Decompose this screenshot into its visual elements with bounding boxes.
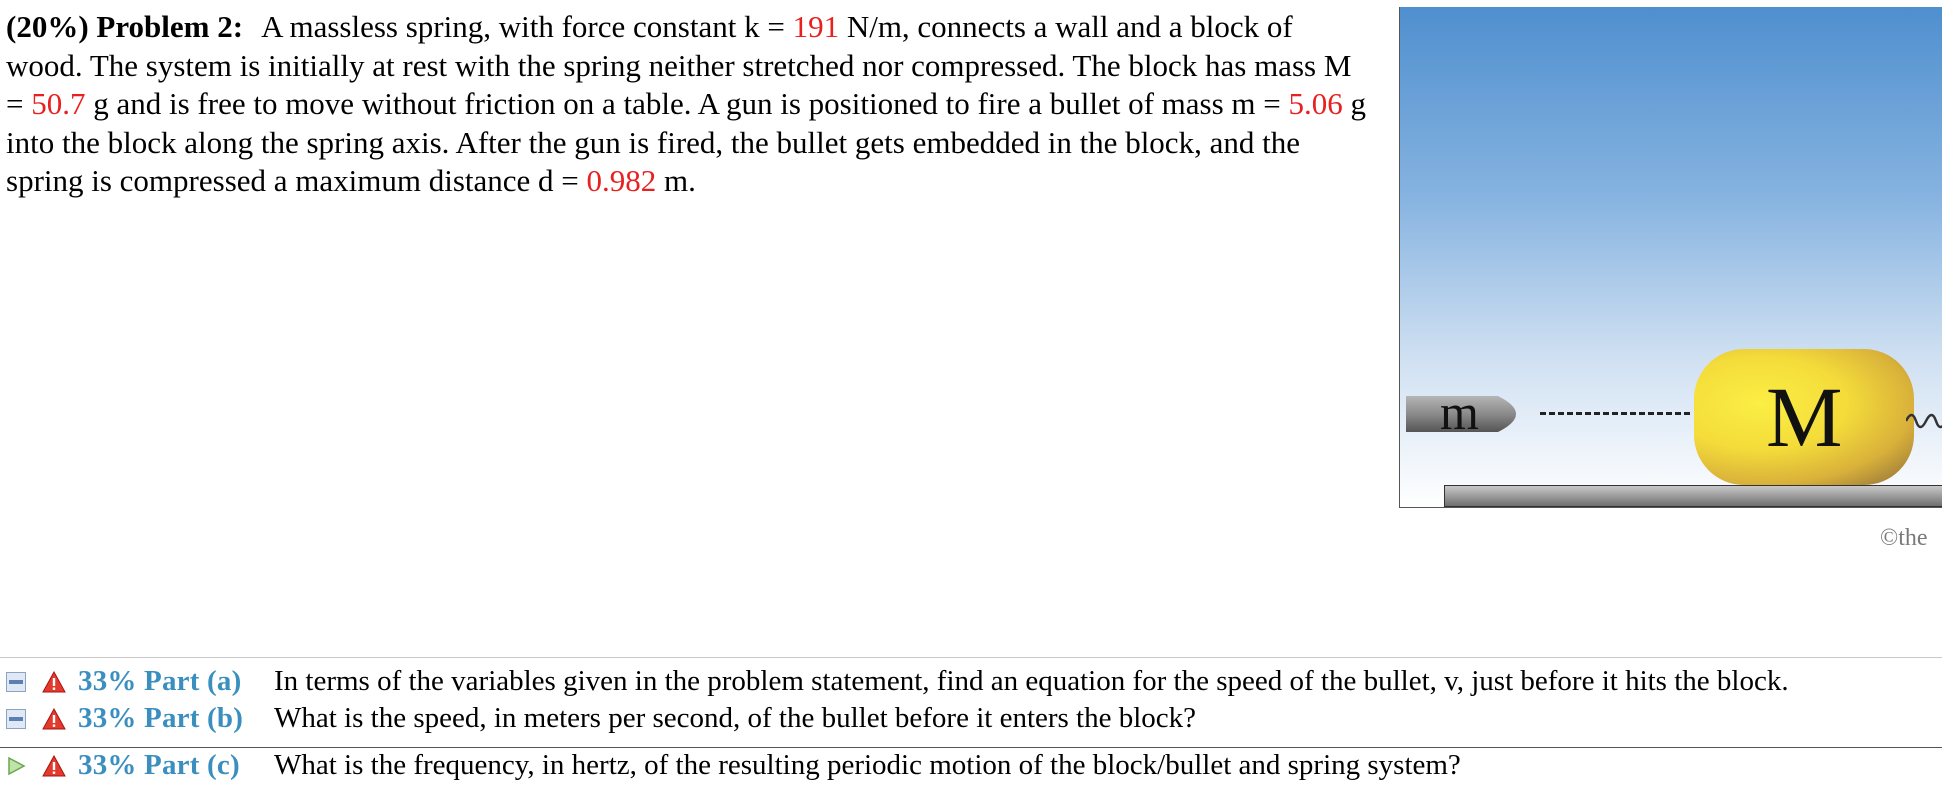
spring-icon xyxy=(1906,407,1942,437)
collapse-icon[interactable] xyxy=(6,709,26,729)
part-c-text: What is the frequency, in hertz, of the resulting periodic motion of the block/bullet and spring system? xyxy=(274,749,1461,781)
part-row-c[interactable] xyxy=(0,747,1942,784)
problem-figure xyxy=(1399,7,1942,508)
part-a-text: In terms of the variables given in the problem statement, find an equation for the speed of the bullet, v, just before it hits the block. xyxy=(274,665,1789,697)
part-row-b[interactable] xyxy=(0,700,1942,737)
problem-text-5: m. xyxy=(656,163,696,198)
problem-text-3: g and is free to move without friction on a table. A gun is positioned to fire a bullet of mass m = xyxy=(85,86,1289,121)
k-value: 191 xyxy=(792,9,840,44)
part-a-label[interactable]: 33% Part (a) xyxy=(78,665,242,697)
part-b-label[interactable]: 33% Part (b) xyxy=(78,702,244,734)
warning-icon xyxy=(42,671,66,693)
m-value: 5.06 xyxy=(1288,86,1343,121)
block-label: M xyxy=(1766,369,1843,465)
trajectory-line xyxy=(1540,412,1690,415)
problem-weight: (20%) xyxy=(6,9,89,44)
problem-text-2: N/m, connects a wall and a block of wood. The system is initially at rest with the spring neither stretched nor compressed. The block has mass M = xyxy=(6,9,1352,121)
problem-title: Problem 2: xyxy=(96,9,244,44)
parts-list xyxy=(0,657,1942,781)
bullet-label: m xyxy=(1440,384,1479,440)
d-value: 0.982 xyxy=(586,163,657,198)
part-b-text: What is the speed, in meters per second, of the bullet before it enters the block? xyxy=(274,702,1197,734)
expand-arrow-icon[interactable] xyxy=(6,756,26,776)
M-value: 50.7 xyxy=(31,86,86,121)
part-row-a[interactable] xyxy=(0,663,1942,700)
collapse-icon[interactable] xyxy=(6,672,26,692)
warning-icon xyxy=(42,755,66,777)
problem-statement xyxy=(6,8,1366,201)
problem-text-4: g into the block along the spring axis. After the gun is fired, the bullet gets embedded in the block, and the spring is compressed a maximum distance d = xyxy=(6,86,1367,198)
part-c-label[interactable]: 33% Part (c) xyxy=(78,749,240,781)
warning-icon xyxy=(42,708,66,730)
problem-text-1: A massless spring, with force constant k = xyxy=(261,9,793,44)
table-surface xyxy=(1444,485,1942,507)
figure-copyright: ©the xyxy=(1880,525,1928,551)
